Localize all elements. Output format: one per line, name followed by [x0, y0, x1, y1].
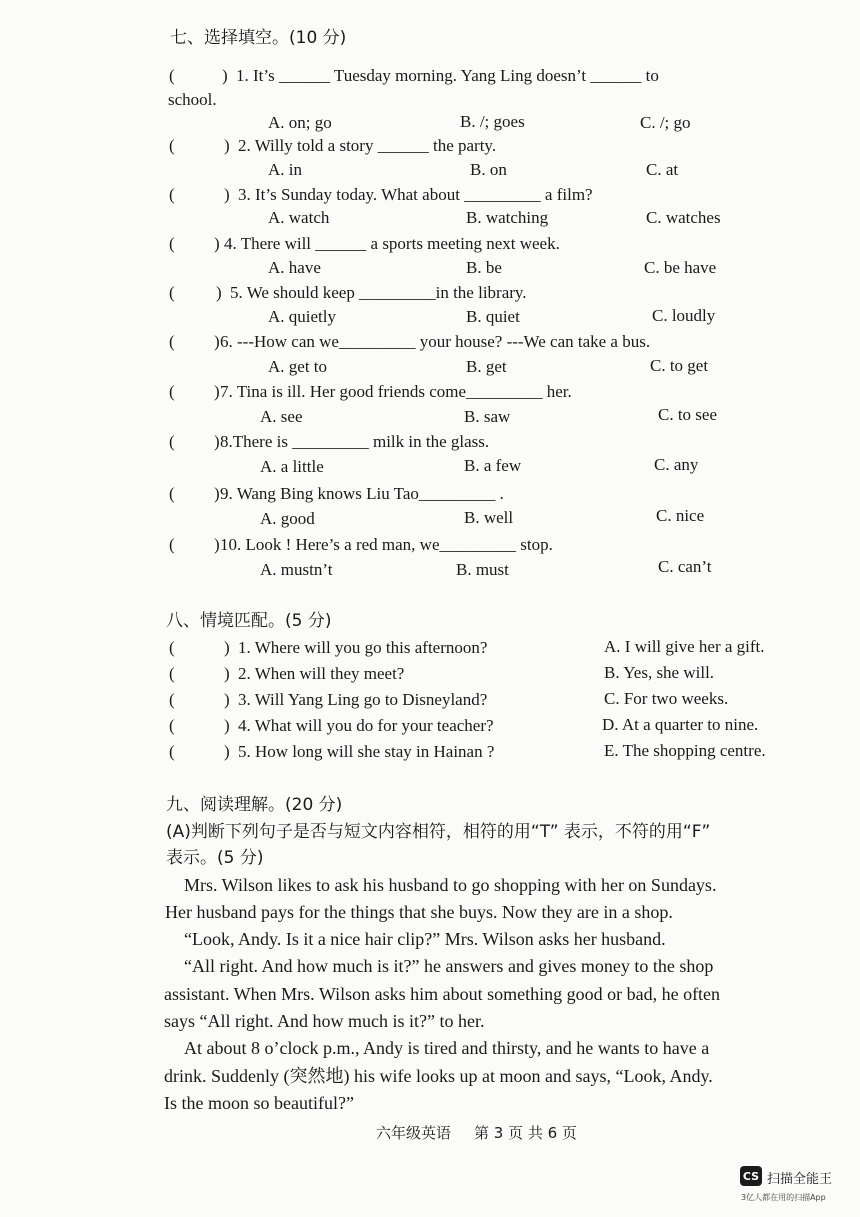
answer-bracket-close: ) [222, 66, 228, 85]
question-7-option-a: A. see [260, 407, 303, 426]
question-9-option-c: C. nice [656, 506, 705, 525]
question-9-option-a: A. good [260, 509, 315, 528]
reading-instruction: (A)判断下列句子是否与短文内容相符，相符的用“T” 表示，不符的用“F” [166, 822, 711, 842]
question-7-stem: 7. Tina is ill. Her good friends come_________ her. [220, 382, 572, 401]
answer-bracket-close: ) [224, 664, 230, 683]
match-question-3: 3. Will Yang Ling go to Disneyland? [238, 690, 488, 709]
question-7-option-b: B. saw [464, 407, 511, 426]
question-1-stem-cont: school. [168, 90, 217, 109]
answer-bracket-open: ( [169, 382, 175, 401]
answer-bracket-close: ) [214, 332, 220, 351]
question-1-stem: 1. It’s ______ Tuesday morning. Yang Ling doesn’t ______ to [236, 66, 659, 85]
question-1-option-c: C. /; go [640, 113, 691, 132]
question-2-stem: 2. Willy told a story ______ the party. [238, 136, 497, 155]
answer-bracket-open: ( [169, 66, 175, 85]
passage-line: At about 8 o’clock p.m., Andy is tired and thirsty, and he wants to have a [184, 1038, 710, 1058]
question-2-option-b: B. on [470, 160, 507, 179]
match-answer-a: A. I will give her a gift. [604, 637, 765, 656]
camscanner-logo: CS [740, 1166, 762, 1186]
answer-bracket-close: ) [224, 690, 230, 709]
question-6-option-c: C. to get [650, 356, 709, 375]
answer-bracket-close: ) [214, 484, 220, 503]
question-5-option-a: A. quietly [268, 307, 336, 326]
question-3-option-c: C. watches [646, 208, 721, 227]
answer-bracket-close: ) [224, 136, 230, 155]
match-question-2: 2. When will they meet? [238, 664, 405, 683]
match-answer-c: C. For two weeks. [604, 689, 729, 708]
question-6-stem: 6. ---How can we_________ your house? ---We can take a bus. [220, 332, 651, 351]
answer-bracket-close: ) [214, 432, 220, 451]
question-8-option-b: B. a few [464, 456, 522, 475]
section9-heading: 九、阅读理解。(20 分) [166, 795, 343, 815]
passage-line: Mrs. Wilson likes to ask his husband to go shopping with her on Sundays. [184, 875, 717, 895]
question-10-option-a: A. mustn’t [260, 560, 333, 579]
question-7-option-c: C. to see [658, 405, 718, 424]
answer-bracket-close: ) [224, 742, 230, 761]
question-10-option-c: C. can’t [658, 557, 712, 576]
match-question-4: 4. What will you do for your teacher? [238, 716, 494, 735]
answer-bracket-open: ( [169, 185, 175, 204]
watermark-app-name: 扫描全能王 [767, 1172, 833, 1187]
answer-bracket-close: ) [214, 234, 220, 253]
answer-bracket-open: ( [169, 432, 175, 451]
question-6-option-a: A. get to [268, 357, 328, 376]
question-5-option-b: B. quiet [466, 307, 520, 326]
answer-bracket-open: ( [169, 716, 175, 735]
question-4-option-b: B. be [466, 258, 502, 277]
question-9-option-b: B. well [464, 508, 514, 527]
question-3-stem: 3. It’s Sunday today. What about _________ a film? [238, 185, 593, 204]
match-question-5: 5. How long will she stay in Hainan ? [238, 742, 495, 761]
question-5-option-c: C. loudly [652, 306, 716, 325]
question-2-option-a: A. in [268, 160, 302, 179]
passage-line: Her husband pays for the things that she buys. Now they are in a shop. [165, 902, 673, 922]
question-10-stem: 10. Look ! Here’s a red man, we_________ stop. [220, 535, 553, 554]
match-answer-e: E. The shopping centre. [604, 741, 766, 760]
answer-bracket-open: ( [169, 283, 175, 302]
answer-bracket-open: ( [169, 742, 175, 761]
question-5-stem: 5. We should keep _________in the library. [230, 283, 527, 302]
question-1-option-b: B. /; goes [460, 112, 525, 131]
watermark-tagline: 3亿人都在用的扫描App [741, 1193, 826, 1202]
answer-bracket-close: ) [224, 185, 230, 204]
match-question-1: 1. Where will you go this afternoon? [238, 638, 488, 657]
passage-line: “Look, Andy. Is it a nice hair clip?” Mrs. Wilson asks her husband. [184, 929, 666, 949]
question-8-stem: 8.There is _________ milk in the glass. [220, 432, 490, 451]
answer-bracket-open: ( [169, 690, 175, 709]
answer-bracket-close: ) [224, 716, 230, 735]
match-answer-d: D. At a quarter to nine. [602, 715, 759, 734]
match-answer-b: B. Yes, she will. [604, 663, 715, 682]
answer-bracket-close: ) [224, 638, 230, 657]
footer-grade: 六年级英语 [376, 1124, 452, 1142]
answer-bracket-open: ( [169, 535, 175, 554]
reading-instruction-cont: 表示。(5 分) [166, 848, 264, 868]
answer-bracket-close: ) [216, 283, 222, 302]
question-6-option-b: B. get [466, 357, 507, 376]
passage-line: says “All right. And how much is it?” to her. [164, 1011, 485, 1031]
passage-line: assistant. When Mrs. Wilson asks him about something good or bad, he often [164, 984, 721, 1004]
answer-bracket-open: ( [169, 484, 175, 503]
passage-line: Is the moon so beautiful?” [164, 1093, 354, 1113]
question-8-option-c: C. any [654, 455, 699, 474]
answer-bracket-open: ( [169, 234, 175, 253]
question-3-option-b: B. watching [466, 208, 549, 227]
answer-bracket-open: ( [169, 332, 175, 351]
answer-bracket-open: ( [169, 136, 175, 155]
question-9-stem: 9. Wang Bing knows Liu Tao_________ . [220, 484, 504, 503]
question-1-option-a: A. on; go [268, 113, 332, 132]
answer-bracket-close: ) [214, 382, 220, 401]
passage-line: drink. Suddenly (突然地) his wife looks up at moon and says, “Look, Andy. [164, 1066, 713, 1086]
answer-bracket-open: ( [169, 664, 175, 683]
question-4-stem: 4. There will ______ a sports meeting next week. [224, 234, 560, 253]
section7-heading: 七、选择填空。(10 分) [170, 28, 347, 48]
passage-line: “All right. And how much is it?” he answers and gives money to the shop [184, 956, 714, 976]
question-4-option-c: C. be have [644, 258, 717, 277]
question-8-option-a: A. a little [260, 457, 324, 476]
question-3-option-a: A. watch [268, 208, 330, 227]
footer-page-number: 第 3 页 共 6 页 [474, 1124, 577, 1142]
question-4-option-a: A. have [268, 258, 321, 277]
section8-heading: 八、情境匹配。(5 分) [166, 611, 332, 631]
answer-bracket-open: ( [169, 638, 175, 657]
question-2-option-c: C. at [646, 160, 679, 179]
question-10-option-b: B. must [456, 560, 509, 579]
answer-bracket-close: ) [214, 535, 220, 554]
